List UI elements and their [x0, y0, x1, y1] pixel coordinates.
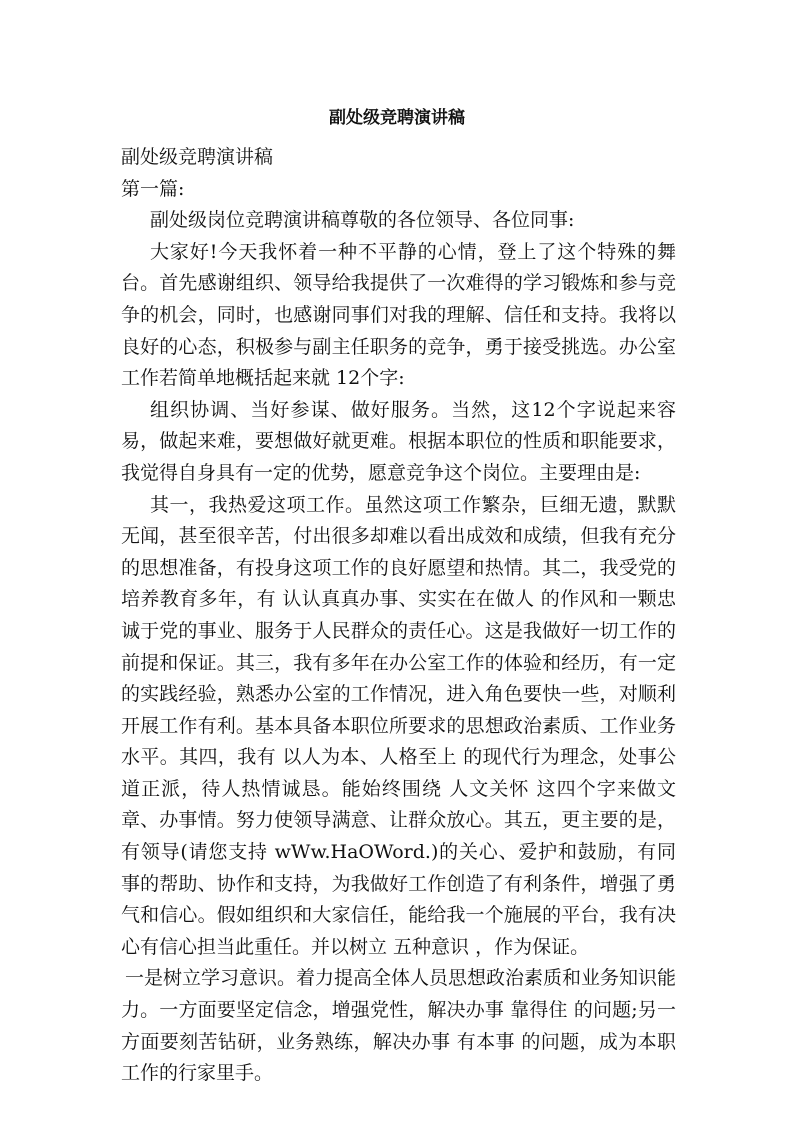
paragraph-reasons: 其一，我热爱这项工作。虽然这项工作繁杂，巨细无遗，默默无闻，甚至很辛苦，付出很多却难以看出成效和成绩，但我有充分的思想准备，有投身这项工作的良好愿望和热情。其二，我受党的培养教育多年，有 认认真真办事、实实在在做人 的作风和一颗忠诚于党的事业、服务于人民群众的责任心。这是我做好一切工作的前提和保证。其三，我有多年在办公室工作的体验和经历，有一定的实践经验，熟悉办公室的工作情况，进入角色要快一些，对顺利开展工作有利。基本具备本职位所要求的思想政治素质、工作业务水平。其四，我有 以人为本、人格至上 的现代行为理念，处事公道正派，待人热情诚恳。能始终围绕 人文关怀 这四个字来做文章、办事情。努力使领导满意、让群众放心。其五，更主要的是，有领导(请您支持 wWw.HaOWord.)的关心、爱护和鼓励，有同事的帮助、协作和支持，为我做好工作创造了有利条件，增强了勇气和信心。假如组织和大家信任，能给我一个施展的平台，我有决心有信心担当此重任。并以树立 五种意识 ，作为保证。: [121, 493, 676, 958]
document-title: 副处级竞聘演讲稿: [329, 108, 465, 128]
document-body: [121, 142, 676, 1090]
section-heading: 第一篇:: [121, 177, 185, 200]
paragraph-learning: 一是树立学习意识。着力提高全体人员思想政治素质和业务知识能力。一方面要坚定信念，增强党性，解决办事 靠得住 的问题;另一方面要刻苦钻研，业务熟练，解决办事 有本事 的问题，成为本职工作的行家里手。: [121, 967, 677, 1085]
salutation: 副处级岗位竞聘演讲稿尊敬的各位领导、各位同事:: [150, 209, 575, 232]
subtitle: 副处级竞聘演讲稿: [121, 146, 274, 168]
paragraph-opening: 大家好!今天我怀着一种不平静的心情，登上了这个特殊的舞台。首先感谢组织、领导给我提供了一次难得的学习锻炼和参与竞争的机会，同时，也感谢同事们对我的理解、信任和支持。我将以良好的心态，积极参与副主任职务的竞争，勇于接受挑选。办公室工作若简单地概括起来就 12个字:: [121, 240, 676, 390]
paragraph-duties: 组织协调、当好参谋、做好服务。当然，这12个字说起来容易，做起来难，要想做好就更难。根据本职位的性质和职能要求，我觉得自身具有一定的优势，愿意竞争这个岗位。主要理由是:: [121, 398, 676, 484]
